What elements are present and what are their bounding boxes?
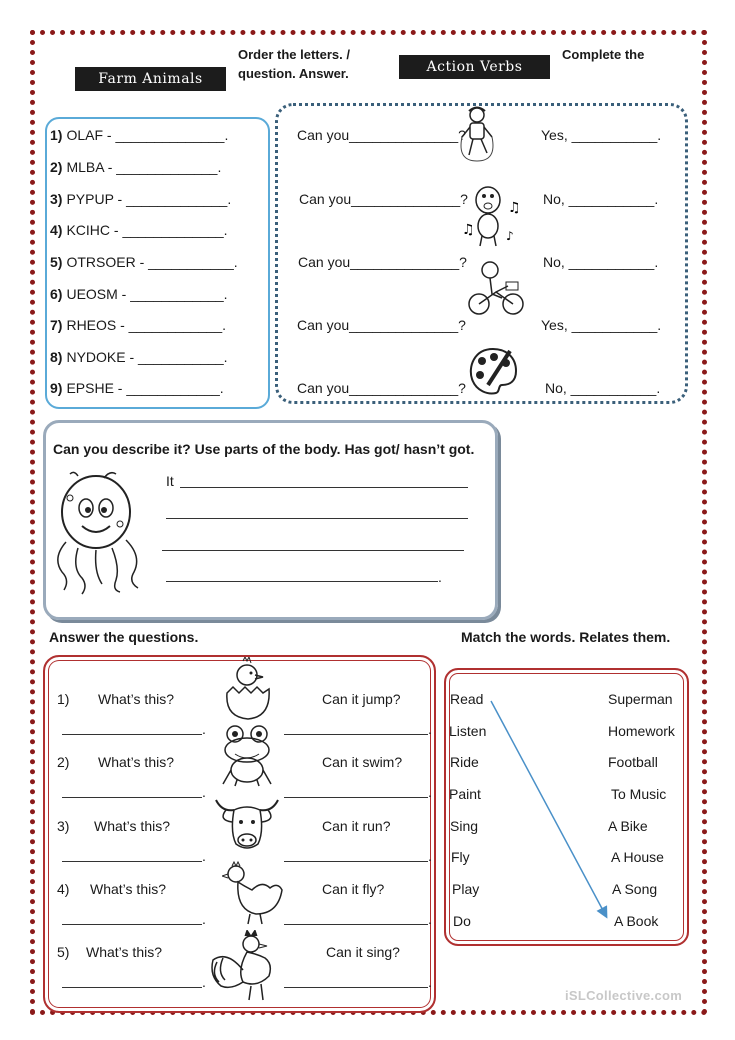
can-you-question: Can you______________? [297,317,466,333]
answer-line [284,987,428,988]
farm-animal-scrambled-word: PYPUP - _____________. [66,191,232,207]
paint-palette-icon [466,345,520,399]
complete-instruction: Complete the [562,47,645,62]
answer-line [62,861,202,862]
answer-line [284,924,428,925]
hen-icon [222,860,286,926]
can-it-question: Can it swim? [322,754,403,770]
farm-animal-item [50,158,221,176]
farm-animal-scrambled-word: NYDOKE - ___________. [66,349,228,365]
match-verb: Ride [450,754,479,770]
match-verb: Listen [449,723,487,739]
answer-line [62,797,202,798]
jump-rope-boy-icon [455,105,499,163]
answer-line-dot: . [428,974,432,990]
whats-this-question: What’s this? [86,944,162,960]
can-it-question: Can it run? [322,818,391,834]
whats-this-question: What’s this? [98,754,174,770]
chick-in-egg-icon [221,657,275,721]
can-you-question: Can you______________? [299,191,468,207]
farm-animal-scrambled-word: UEOSM - ____________. [66,286,228,302]
farm-animal-number: 1) [50,127,63,143]
can-you-question: Can you______________? [297,127,466,143]
farm-animal-number: 5) [50,254,63,270]
match-object: A Book [614,913,659,929]
action-verbs-label: Action Verbs [399,55,550,79]
farm-animal-scrambled-word: RHEOS - ____________. [66,317,227,333]
short-answer: Yes, ___________. [541,127,662,143]
answer-line-dot: . [202,974,206,990]
describe-line [180,487,468,488]
match-verb: Sing [450,818,479,834]
question-number: 3) [57,818,70,834]
farm-animal-number: 3) [50,191,63,207]
farm-animal-item [50,253,238,271]
svg-text:♫: ♫ [462,222,475,238]
whats-this-question: What’s this? [94,818,170,834]
match-object: To Music [611,786,667,802]
boy-riding-bike-icon [468,258,526,318]
answer-line-dot: . [202,784,206,800]
farm-animal-scrambled-word: OLAF - ______________. [66,127,229,143]
short-answer: No, ___________. [545,380,661,396]
whats-this-question: What’s this? [98,691,174,707]
answer-line-dot: . [202,848,206,864]
whats-this-question: What’s this? [90,881,166,897]
answer-line-dot: . [202,721,206,737]
farm-animal-scrambled-word: MLBA - _____________. [66,159,222,175]
singing-monster-icon [460,180,522,250]
answer-line-dot: . [202,911,206,927]
farm-animal-item [50,126,228,144]
watermark: iSLCollective.com [565,988,683,1003]
match-verb: Do [453,913,471,929]
describe-title: Can you describe it? Use parts of the body. Has got/ hasn’t got. [53,441,475,457]
question-number: 1) [57,691,70,707]
match-verb: Fly [451,849,470,865]
match-box [444,668,689,946]
svg-text:♫: ♫ [508,200,521,216]
describe-line [166,518,468,519]
match-object: A Song [612,881,658,897]
answer-line [284,734,428,735]
rooster-icon [207,930,287,1002]
farm-animal-scrambled-word: OTRSOER - ___________. [66,254,238,270]
match-section-title: Match the words. Relates them. [461,629,671,645]
farm-animal-number: 7) [50,317,63,333]
order-instruction-line2: question. Answer. [238,66,349,81]
answer-line [284,861,428,862]
answer-line-dot: . [428,848,432,864]
short-answer: Yes, ___________. [541,317,662,333]
can-it-question: Can it fly? [322,881,385,897]
short-answer: No, ___________. [543,191,659,207]
match-object: Superman [608,691,673,707]
question-number: 2) [57,754,70,770]
answer-line-dot: . [428,784,432,800]
question-number: 4) [57,881,70,897]
answer-line [284,797,428,798]
match-object: Homework [608,723,675,739]
farm-animal-number: 4) [50,222,63,238]
frog-icon [215,722,281,788]
farm-animal-scrambled-word: KCIHC - _____________. [66,222,228,238]
svg-text:♪: ♪ [506,229,514,243]
alien-octopus-icon [48,468,148,596]
answer-line [62,734,202,735]
describe-start-word: It [166,473,174,489]
farm-animals-label: Farm Animals [75,67,226,91]
answer-line [62,987,202,988]
match-object: A House [611,849,664,865]
can-it-question: Can it jump? [322,691,401,707]
farm-animal-item [50,190,231,208]
can-you-question: Can you______________? [297,380,466,396]
order-instruction-line1: Order the letters. / [238,47,350,62]
farm-animal-number: 2) [50,159,63,175]
answer-line-dot: . [428,721,432,737]
bull-icon [212,792,282,856]
describe-line [162,550,464,551]
match-verb: Read [450,691,484,707]
describe-line [166,581,438,582]
farm-animal-item [50,348,228,366]
answer-line [62,924,202,925]
question-number: 5) [57,944,70,960]
farm-animal-number: 8) [50,349,63,365]
match-verb: Paint [449,786,481,802]
describe-end-dot: . [438,569,442,585]
answer-section-title: Answer the questions. [49,629,199,645]
short-answer: No, ___________. [543,254,659,270]
farm-animal-number: 6) [50,286,63,302]
farm-animal-item [50,285,228,303]
can-it-question: Can it sing? [326,944,400,960]
farm-animal-item [50,316,226,334]
farm-animal-item [50,221,228,239]
farm-animal-number: 9) [50,380,63,396]
can-you-question: Can you______________? [298,254,467,270]
farm-animal-scrambled-word: EPSHE - ____________. [66,380,224,396]
match-verb: Play [452,881,480,897]
match-object: A Bike [608,818,648,834]
farm-animal-item [50,379,224,397]
answer-line-dot: . [428,911,432,927]
match-object: Football [608,754,658,770]
